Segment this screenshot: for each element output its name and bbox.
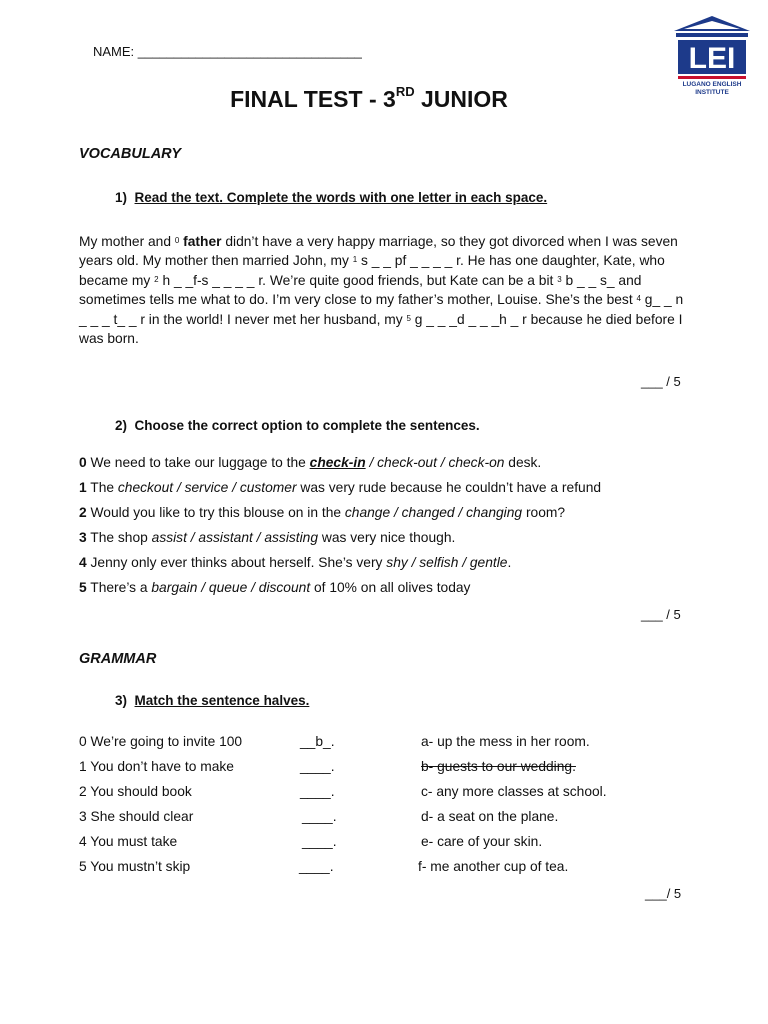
gap-number: 1	[352, 255, 358, 265]
example-answer: check-in	[309, 455, 366, 470]
match-blank-2[interactable]: ____.	[300, 784, 335, 799]
item-options: / check-out / check-on	[365, 455, 505, 470]
example-answer: father	[183, 234, 222, 249]
match-right-f: f- me another cup of tea.	[418, 859, 569, 874]
q2-item-0	[79, 455, 541, 470]
question-3-heading	[115, 693, 309, 708]
item-text: was very nice though.	[318, 530, 456, 545]
gap-number: 4	[636, 294, 641, 304]
score-q2: ___ / 5	[641, 607, 681, 622]
item-text: Jenny only ever thinks about herself. She’s very	[86, 555, 387, 570]
question-number: 2)	[115, 418, 128, 433]
item-number: 1	[79, 480, 87, 495]
question-1-heading	[115, 190, 547, 205]
match-left-2: 2 You should book	[79, 784, 192, 799]
text-segment: g_ _ n _ _ _ t_ _ r in the world! I never met her husband, my	[79, 292, 684, 327]
q2-item-4	[79, 555, 511, 570]
score-q3: ___/ 5	[645, 886, 682, 901]
gap-number: 2	[154, 274, 159, 284]
match-left-4: 4 You must take	[79, 834, 178, 849]
gap-number: 0	[174, 236, 180, 245]
match-right-c: c- any more classes at school.	[421, 784, 607, 799]
section-heading-vocabulary: VOCABULARY	[79, 146, 182, 162]
match-blank-1[interactable]: ____.	[300, 759, 335, 774]
item-options[interactable]: shy / selfish / gentle	[386, 555, 508, 570]
title-end: JUNIOR	[414, 86, 508, 112]
item-text: The shop	[86, 530, 152, 545]
match-left-0: 0 We’re going to invite 100	[79, 734, 243, 749]
item-text: Would you like to try this blouse on in the	[86, 505, 345, 520]
q2-item-1	[79, 480, 601, 495]
match-blank-4[interactable]: ____.	[302, 834, 337, 849]
question-number: 3)	[115, 693, 128, 708]
q2-item-2	[79, 505, 565, 520]
title-main: FINAL TEST - 3	[230, 86, 396, 112]
item-number: 2	[79, 505, 87, 520]
match-right-e: e- care of your skin.	[421, 834, 543, 849]
match-right-b: b- guests to our wedding.	[421, 759, 576, 774]
text-segment: s _ _ pf _ _ _ _ r. He has one daughter, Kate, who became my	[79, 253, 665, 288]
logo-text-line1: LUGANO ENGLISH	[682, 81, 742, 88]
text-segment: didn’t have a very happy marriage, so they got divorced when I was seven years old. My mother then married John, my	[79, 234, 678, 269]
item-number: 4	[79, 555, 87, 570]
item-options[interactable]: checkout / service / customer	[117, 480, 297, 495]
item-text: .	[507, 555, 512, 570]
match-right-a: a- up the mess in her room.	[421, 734, 590, 749]
match-blank-5[interactable]: ____.	[299, 859, 334, 874]
page-title	[0, 86, 738, 113]
text-segment: h _ _f-s _ _ _ _ r. We’re quite good friends, but Kate can be a bit	[158, 272, 558, 288]
item-options[interactable]: bargain / queue / discount	[151, 580, 311, 595]
match-left-3: 3 She should clear	[79, 809, 194, 824]
item-options[interactable]: change / changed / changing	[344, 505, 523, 520]
text-segment: My mother and	[79, 234, 175, 249]
match-left-1: 1 You don’t have to make	[79, 759, 234, 774]
reading-paragraph	[79, 232, 691, 348]
q2-item-5	[79, 580, 470, 595]
title-superscript: RD	[395, 84, 415, 99]
item-options[interactable]: assist / assistant / assisting	[151, 530, 319, 545]
item-text: was very rude because he couldn’t have a refund	[296, 480, 602, 495]
question-number: 1)	[115, 190, 128, 205]
score-q1: ___ / 5	[641, 374, 681, 389]
match-left-5: 5 You mustn’t skip	[79, 859, 191, 874]
item-text: room?	[522, 505, 566, 520]
item-number: 3	[79, 530, 87, 545]
question-instruction: Choose the correct option to complete the sentences.	[134, 418, 480, 433]
item-text: of 10% on all olives today	[310, 580, 471, 595]
question-2-heading	[115, 418, 480, 433]
text-segment: b _ _ s_ and sometimes tells me what to do. I’m very close to my father’s mother, Louise. She’s the best	[79, 272, 642, 308]
question-instruction: Read the text. Complete the words with one letter in each space.	[134, 190, 548, 205]
section-heading-grammar: GRAMMAR	[79, 651, 157, 667]
item-number: 0	[79, 455, 87, 470]
text-segment: g _ _ _d _ _ _h _ r because he died before I was born.	[79, 311, 683, 347]
logo-mark: LEI	[688, 42, 736, 75]
match-blank-0[interactable]: __b_.	[300, 734, 335, 749]
q2-item-3	[79, 530, 455, 545]
item-text: The	[86, 480, 118, 495]
item-text: desk.	[504, 455, 542, 470]
match-right-d: d- a seat on the plane.	[421, 809, 559, 824]
question-instruction: Match the sentence halves.	[134, 693, 310, 708]
gap-number: 5	[406, 313, 411, 323]
gap-number: 3	[557, 274, 562, 284]
item-number: 5	[79, 580, 87, 595]
item-text: We need to take our luggage to the	[86, 455, 310, 470]
match-blank-3[interactable]: ____.	[302, 809, 337, 824]
item-text: There’s a	[86, 580, 152, 595]
institute-logo	[672, 14, 752, 104]
name-field-label: NAME: _______________________________	[93, 44, 362, 59]
logo-text-line2: INSTITUTE	[695, 89, 729, 96]
